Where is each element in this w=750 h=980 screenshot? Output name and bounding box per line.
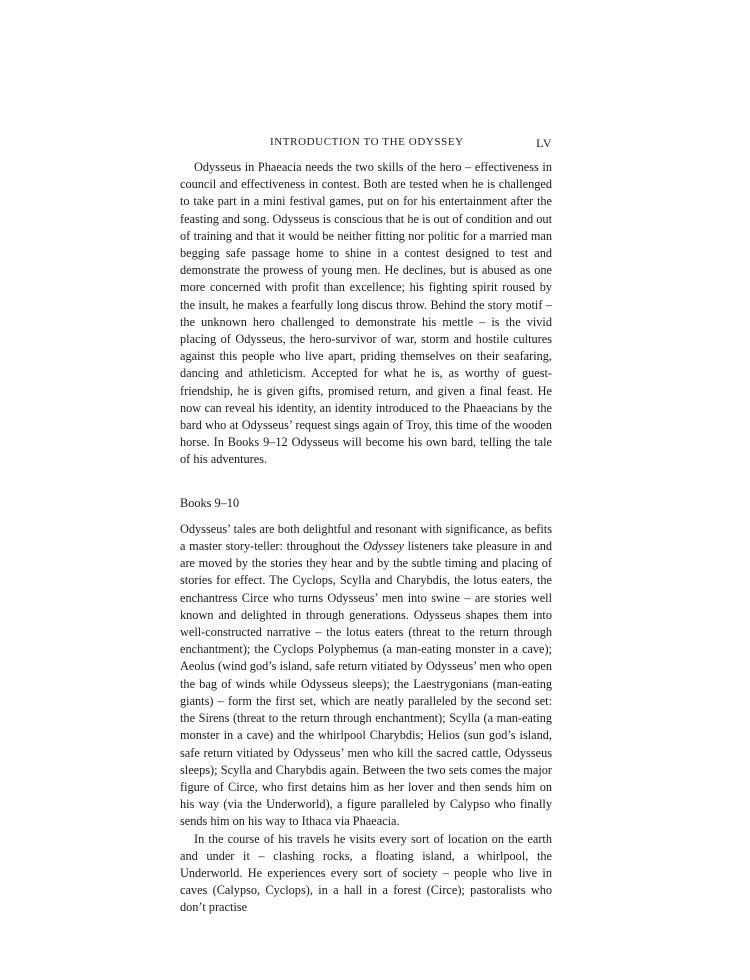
paragraph-text: listeners take pleasure in and are moved by the stories they hear and by the subtle timing and placing of stories for effect. The Cyclops, Scylla and Charybdis, the lotus eaters, the enchantress Circe who turns Odysseus’ men into swine – are stories well known and delighted in through generations. Odysseus shapes them into well-constructed narrative – the lotus eaters (threat to the return through enchantment); the Cyclops Polyphemus (a man-eating monster in a cave); Aeolus (wind god’s island, safe return vitiated by Odysseus’ men who open the bag of winds while Odysseus sleeps); the Laestrygonians (man-eating giants) – form the first set, which are neatly paralleled by the second set: the Sirens (threat to the return through enchantment); Scylla (a man-eating monster in a cave) and the whirlpool Charybdis; Helios (sun god’s island, safe return vitiated by Odysseus’ men who kill the sacred cattle, Odysseus sleeps); Scylla and Charybdis again. Between the two sets comes the major figure of Circe, who first detains him as her lover and then sends him on his way (via the Underworld), a figure paralleled by Calypso who finally sends him on his way to Ithaca via Phaeacia. [180, 539, 553, 829]
body-paragraph [180, 521, 552, 831]
body-paragraph: Odysseus in Phaeacia needs the two skills of the hero – effectiveness in council and effectiveness in contest. Both are tested when he is challenged to take part in a mini festival games, put on for his entertainment after the feasting and song. Odysseus is conscious that he is out of condition and out of training and that it would be neither fitting nor politic for a married man begging safe passage home to shine in a contest designed to test and demonstrate the prowess of young men. He declines, but is abused as one more concerned with profit than excellence; his fighting spirit roused by the insult, he makes a fearfully long discus throw. Behind the story motif – the unknown hero challenged to demonstrate his mettle – is the vivid placing of Odysseus, the hero-survivor of war, storm and hostile cultures against this people who live apart, priding themselves on their seafaring, dancing and athleticism. Accepted for what he is, as worthy of guest-friendship, he is given gifts, promised return, and given a final feast. He now can reveal his identity, an identity introduced to the Phaeacians by the bard who at Odysseus’ request sings again of Troy, this time of the wooden horse. In Books 9–12 Odysseus will become his own bard, telling the tale of his adventures. [180, 160, 552, 467]
running-title: INTRODUCTION TO THE ODYSSEY [270, 136, 464, 148]
page-number: LV [536, 136, 552, 150]
running-head [180, 136, 552, 152]
book-page [180, 136, 552, 917]
section-heading: Books 9–10 [180, 495, 240, 510]
body-paragraph: In the course of his travels he visits every sort of location on the earth and under it – clashing rocks, a floating island, a whirlpool, the Underworld. He experiences every sort of society – people who live in caves (Calypso, Cyclops), in a hall in a forest (Circe); pastoralists who don’t practise [180, 831, 552, 915]
paragraph-text: Odysseus’ tales are both delightful and resonant with significance, as befits a master story-teller: throughout the [180, 521, 552, 554]
italic-title: Odyssey [362, 539, 404, 554]
